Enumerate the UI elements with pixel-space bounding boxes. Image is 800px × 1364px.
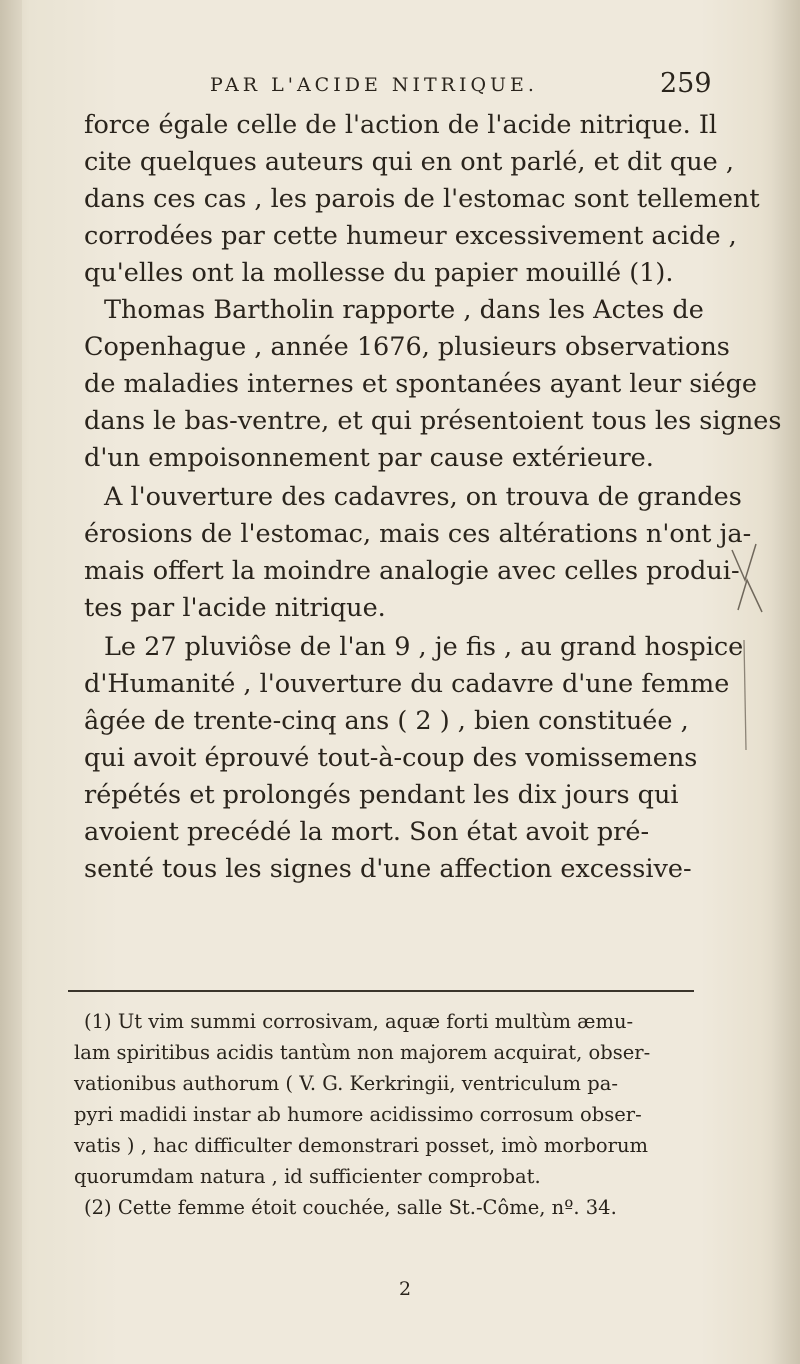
body-line: d'Humanité , l'ouverture du cadavre d'une femme xyxy=(84,669,730,699)
body-line: senté tous les signes d'une affection excessive- xyxy=(84,854,692,884)
footnote-line: vatis ) , hac difficulter demonstrari posset, imò morborum xyxy=(74,1134,649,1157)
page-header xyxy=(210,68,710,108)
body-line: répétés et prolongés pendant les dix jours qui xyxy=(84,780,679,810)
running-head: PAR L'ACIDE NITRIQUE. xyxy=(210,74,538,96)
footnote-line: (2) Cette femme étoit couchée, salle St.-Côme, nº. 34. xyxy=(84,1196,617,1219)
body-line: Thomas Bartholin rapporte , dans les Actes de xyxy=(104,295,704,325)
body-line: mais offert la moindre analogie avec celles produi- xyxy=(84,556,740,586)
body-line: dans ces cas , les parois de l'estomac sont tellement xyxy=(84,184,760,214)
body-line: tes par l'acide nitrique. xyxy=(84,593,386,623)
margin-annotation-marks xyxy=(730,540,780,770)
footnote-line: lam spiritibus acidis tantùm non majorem acquirat, obser- xyxy=(74,1041,651,1064)
body-line: avoient precédé la mort. Son état avoit pré- xyxy=(84,817,650,847)
footnote-line: quorumdam natura , id sufficienter comprobat. xyxy=(74,1165,541,1188)
body-line: Copenhague , année 1676, plusieurs observations xyxy=(84,332,730,362)
body-line: de maladies internes et spontanées ayant leur siége xyxy=(84,369,758,399)
footnote-line: (1) Ut vim summi corrosivam, aquæ forti multùm æmu- xyxy=(84,1010,634,1033)
signature-mark: 2 xyxy=(399,1278,412,1300)
footnote-line: vationibus authorum ( V. G. Kerkringii, ventriculum pa- xyxy=(74,1072,618,1095)
body-line: force égale celle de l'action de l'acide nitrique. Il xyxy=(84,110,718,140)
body-line: qu'elles ont la mollesse du papier mouillé (1). xyxy=(84,258,674,288)
body-line: âgée de trente-cinq ans ( 2 ) , bien constituée , xyxy=(84,706,689,736)
body-line: cite quelques auteurs qui en ont parlé, et dit que , xyxy=(84,147,734,177)
body-line: érosions de l'estomac, mais ces altérations n'ont ja- xyxy=(84,519,752,549)
body-line: Le 27 pluviôse de l'an 9 , je fis , au grand hospice xyxy=(104,632,744,662)
body-line: dans le bas-ventre, et qui présentoient tous les signes xyxy=(84,406,782,436)
page-number: 259 xyxy=(660,68,712,99)
footnote-line: pyri madidi instar ab humore acidissimo corrosum obser- xyxy=(74,1103,642,1126)
body-line: A l'ouverture des cadavres, on trouva de grandes xyxy=(104,482,742,512)
body-line: d'un empoisonnement par cause extérieure. xyxy=(84,443,654,473)
body-line: qui avoit éprouvé tout-à-coup des vomissemens xyxy=(84,743,698,773)
page-binding-shadow xyxy=(0,0,22,1364)
body-line: corrodées par cette humeur excessivement acide , xyxy=(84,221,737,251)
footnote-rule xyxy=(68,990,694,992)
